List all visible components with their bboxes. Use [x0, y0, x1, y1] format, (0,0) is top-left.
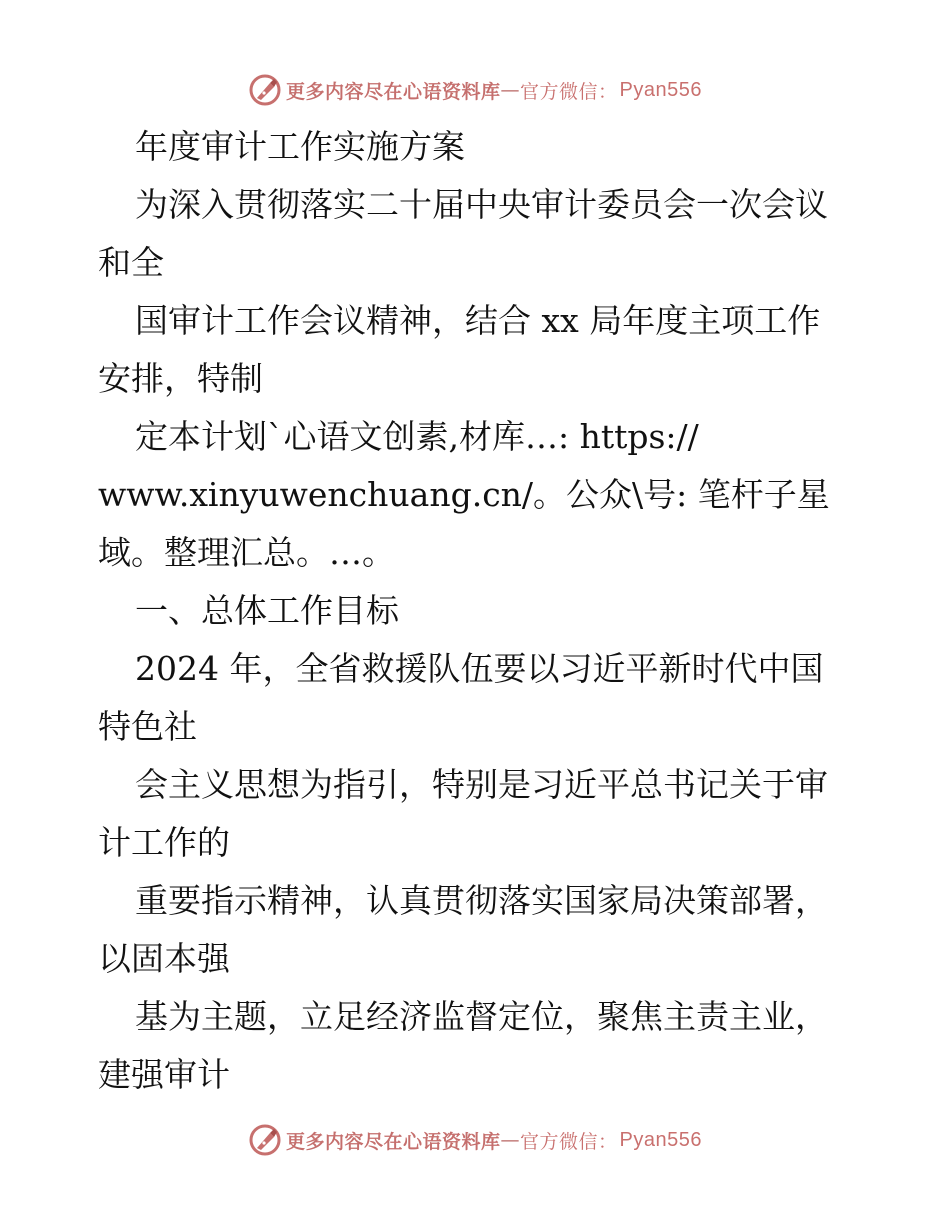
section-heading: 一、总体工作目标: [135, 591, 399, 630]
doc-line: 特色社: [98, 707, 197, 746]
doc-line: 基为主题，立足经济监督定位，聚焦主责主业，: [135, 997, 828, 1036]
watermark-wechat-label: 官方微信：: [520, 80, 618, 103]
pen-nib-circle-icon: [248, 1123, 282, 1157]
watermark-header: [0, 70, 950, 110]
watermark-text: 更多内容尽在心语资料库: [286, 80, 501, 103]
pen-nib-circle-icon: [248, 73, 282, 107]
doc-line: 重要指示精神，认真贯彻落实国家局决策部署，: [135, 881, 828, 920]
doc-line: 建强审计: [98, 1055, 230, 1094]
doc-line: 域。整理汇总。…。: [98, 533, 395, 572]
watermark-wechat-id: Pyan556: [619, 78, 702, 101]
doc-line: 定本计划`心语文创素,材库…: https://: [135, 417, 699, 456]
doc-line: 会主义思想为指引，特别是习近平总书记关于审: [135, 765, 828, 804]
doc-line: 以固本强: [98, 939, 230, 978]
watermark-separator: —: [500, 1129, 521, 1151]
doc-line: www.xinyuwenchuang.cn/。公众\号: 笔杆子星: [98, 475, 830, 514]
doc-line: 安排，特制: [98, 359, 263, 398]
watermark-separator: —: [500, 79, 521, 101]
watermark-wechat-label: 官方微信：: [520, 1130, 618, 1153]
watermark-text: 更多内容尽在心语资料库: [286, 1130, 501, 1153]
watermark-wechat-id: Pyan556: [619, 1128, 702, 1151]
doc-line: 国审计工作会议精神，结合 xx 局年度主项工作: [135, 301, 821, 340]
doc-line: 计工作的: [98, 823, 230, 862]
watermark-footer: [0, 1120, 950, 1160]
document-body: [98, 118, 868, 1104]
doc-line: 2024 年，全省救援队伍要以习近平新时代中国: [135, 649, 824, 688]
doc-line: 和全: [98, 243, 164, 282]
doc-title: 年度审计工作实施方案: [135, 127, 465, 166]
doc-line: 为深入贯彻落实二十届中央审计委员会一次会议: [135, 185, 828, 224]
